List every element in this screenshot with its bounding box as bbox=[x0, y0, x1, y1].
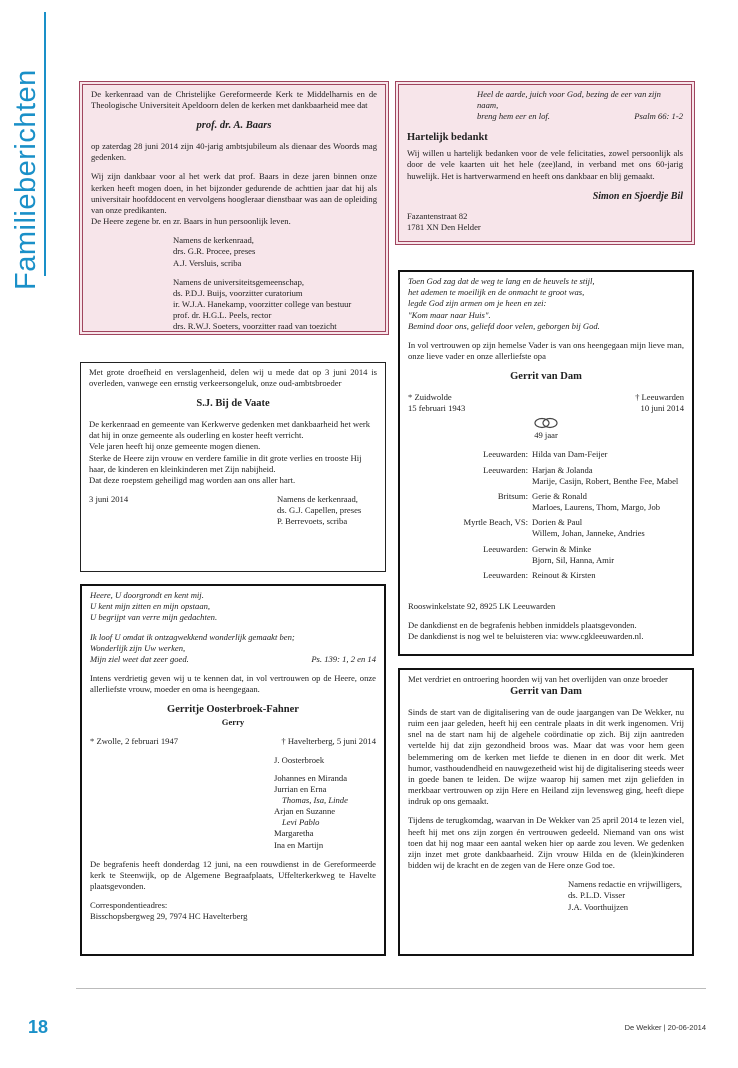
death-info bbox=[635, 392, 684, 414]
sig-line: prof. dr. H.G.L. Peels, rector bbox=[173, 310, 272, 321]
family-names bbox=[532, 449, 684, 460]
vandam2-name: Gerrit van Dam bbox=[510, 686, 582, 698]
family-name-line: Reinout & Kirsten bbox=[532, 569, 596, 580]
sig-line: P. Berrevoets, scriba bbox=[277, 516, 348, 527]
baars-signature-church bbox=[91, 235, 377, 269]
bil-verse bbox=[407, 89, 683, 123]
family-name-line: Gerie & Ronald bbox=[532, 490, 587, 501]
verse-line: Heere, U doorgrondt en kent mij. bbox=[90, 590, 204, 600]
verse-line: legde God zijn armen om je heen en zei: bbox=[408, 298, 547, 309]
bil-body: Wij willen u hartelijk bedanken voor de vele felicitaties, zowel persoonlijk als door de vele kaarten uit het hele (zee)land, in verband met ons 60-jarig huwelijk. Het is hartverwarmend en heeft ons dankbaar en blij gemaakt. bbox=[407, 148, 683, 181]
bdv-date: 3 juni 2014 bbox=[89, 494, 129, 505]
family-place: Britsum: bbox=[497, 490, 528, 501]
oosterbroek-family bbox=[90, 755, 376, 850]
bdv-body-line: De kerkenraad en gemeente van Kerkwerve gedenken met dankbaarheid het werk dat hij in onze gemeente als ouderling en koster heeft verricht. bbox=[89, 418, 371, 441]
verse-line: U begrijpt van verre mijn gedachten. bbox=[90, 612, 218, 623]
family-names bbox=[532, 465, 684, 487]
family-member: Jurrian en Erna bbox=[274, 783, 327, 794]
verse-line: Bemind door ons, geliefd door velen, geborgen bij God. bbox=[408, 320, 600, 331]
verse-reference: Ps. 139: 1, 2 en 14 bbox=[311, 653, 376, 664]
announcement-oosterbroek bbox=[80, 584, 386, 956]
family-member: J. Oosterbroek bbox=[274, 755, 325, 766]
sig-line: A.J. Versluis, scriba bbox=[173, 257, 242, 268]
family-member: Ina en Martijn bbox=[274, 839, 324, 850]
bil-heading: Hartelijk bedankt bbox=[407, 131, 488, 143]
marriage-duration: 49 jaar bbox=[534, 430, 558, 441]
oosterbroek-dates bbox=[90, 736, 376, 747]
death-place: † Leeuwarden bbox=[635, 391, 684, 402]
verse-line: Mijn ziel weet dat zeer goed. bbox=[90, 653, 189, 664]
correspondence-label: Correspondentieadres: bbox=[90, 900, 168, 911]
bdv-signature bbox=[277, 494, 377, 528]
baars-intro: De kerkenraad van de Christelijke Gereformeerde Kerk te Middelharnis en de Theologische Universiteit Apeldoorn delen de kerken met dankbaarheid mee dat bbox=[91, 89, 377, 111]
verse-line: Ik loof U omdat ik ontzagwekkend wonderlijk gemaakt ben; bbox=[90, 631, 295, 642]
family-names bbox=[532, 570, 684, 581]
vandam-service-1: De dankdienst en de begrafenis hebben inmiddels plaatsgevonden. bbox=[408, 620, 637, 631]
page-number: 18 bbox=[28, 1017, 49, 1037]
birth-date: 15 februari 1943 bbox=[408, 403, 466, 414]
family-name-line: Willem, Johan, Janneke, Andries bbox=[532, 528, 645, 539]
death-date: 10 juni 2014 bbox=[640, 403, 684, 414]
verse-reference: Psalm 66: 1-2 bbox=[634, 111, 683, 122]
family-member: Margaretha bbox=[274, 828, 314, 839]
verse-line: breng hem eer en lof. bbox=[477, 111, 550, 122]
bdv-body-line: Dat deze roepstem geheiligd mag worden aan ons aller hart. bbox=[89, 474, 296, 485]
birth-info: * Zwolle, 2 februari 1947 bbox=[90, 736, 179, 747]
family-place: Leeuwarden: bbox=[483, 569, 528, 580]
sig-line: Namens redactie en vrijwilligers, bbox=[568, 879, 683, 890]
family-name-line: Bjorn, Sil, Hanna, Amir bbox=[532, 554, 615, 565]
bdv-name: S.J. Bij de Vaate bbox=[196, 398, 270, 410]
vandam2-p2: Tijdens de terugkomdag, waarvan in De Wekker van 25 april 2014 te lezen viel, heeft hij met ons zijn zorgen én vertrouwen gedeeld. Niemand van ons wist toen dat hij nog maar een aantal weken hier op aarde zou leven. We gedenken zijn inzet met grote dankbaarheid. Zijn vrouw Hilda en de (klein)kinderen bidden wij de kracht en de zegen van de Here onze God toe. bbox=[408, 815, 684, 871]
sig-line: drs. G.R. Procee, preses bbox=[173, 246, 256, 257]
baars-name: prof. dr. A. Baars bbox=[196, 120, 272, 132]
sig-line: ir. W.J.A. Hanekamp, voorzitter college van bestuur bbox=[173, 299, 352, 310]
vandam2-signature bbox=[408, 879, 684, 913]
vandam-dates bbox=[408, 392, 684, 414]
sig-line: drs. R.W.J. Soeters, voorzitter raad van toezicht bbox=[173, 321, 337, 332]
family-names bbox=[532, 517, 684, 539]
baars-p3: De Heere zegene br. en zr. Baars in hun persoonlijk leven. bbox=[91, 216, 291, 227]
baars-p2: Wij zijn dankbaar voor al het werk dat prof. Baars in deze jaren binnen onze kerken heeft mogen doen, in het bijzonder gedurende de achttien jaar dat hij als universitair hoofddocent en vervolgens hoogleraar dienstbaar was aan de opleiding van onze predikanten. bbox=[91, 171, 377, 215]
family-member: Thomas, Isa, Linde bbox=[282, 794, 348, 805]
vandam-service-2: De dankdienst is nog wel te beluisteren via: www.cgkleeuwarden.nl. bbox=[408, 631, 644, 642]
birth-info bbox=[408, 392, 465, 414]
verse-line: "Kom maar naar Huis". bbox=[408, 309, 491, 320]
family-place: Myrtle Beach, VS: bbox=[463, 517, 528, 528]
family-place: Leeuwarden: bbox=[483, 449, 528, 460]
verse-line: het ademen te moeilijk en de onmacht te groot was, bbox=[408, 287, 585, 298]
announcement-van-dam bbox=[398, 270, 694, 656]
family-name-line: Hilda van Dam-Feijer bbox=[532, 449, 608, 460]
baars-p1: op zaterdag 28 juni 2014 zijn 40-jarig ambtsjubileum als dienaar des Woords mag gedenken. bbox=[91, 140, 377, 163]
vandam-intro: In vol vertrouwen op zijn hemelse Vader is van ons heengegaan mijn lieve man, onze lieve vader en onze allerliefste opa bbox=[408, 339, 684, 362]
verse-line: Wonderlijk zijn Uw werken, bbox=[90, 642, 186, 653]
vandam2-intro: Met verdriet en ontroering hoorden wij van het overlijden van onze broeder bbox=[408, 674, 668, 684]
family-names bbox=[532, 491, 684, 513]
oosterbroek-name: Gerritje Oosterbroek-Fahner bbox=[167, 704, 299, 716]
verse-line: Toen God zag dat de weg te lang en de heuvels te stijl, bbox=[408, 276, 595, 286]
baars-signature-university bbox=[91, 277, 377, 332]
announcement-baars bbox=[82, 84, 386, 332]
section-title-container bbox=[6, 10, 46, 290]
family-member: Arjan en Suzanne bbox=[274, 806, 336, 817]
family-place: Leeuwarden: bbox=[483, 543, 528, 554]
oosterbroek-nickname: Gerry bbox=[221, 717, 245, 728]
bdv-footer bbox=[89, 494, 377, 528]
verse-line: U kent mijn zitten en mijn opstaan, bbox=[90, 601, 211, 612]
sig-line: ds. P.L.D. Visser bbox=[568, 890, 626, 901]
family-names bbox=[532, 544, 684, 566]
footer-rule bbox=[76, 988, 706, 989]
family-name-line: Marije, Casijn, Robert, Benthe Fee, Mabel bbox=[532, 475, 679, 486]
birth-place: * Zuidwolde bbox=[408, 391, 452, 402]
verse-line: Heel de aarde, juich voor God, bezing de eer van zijn naam, bbox=[477, 89, 661, 111]
correspondence-address: Bisschopsbergweg 29, 7974 HC Havelterberg bbox=[90, 911, 248, 922]
death-info: † Havelterberg, 5 juni 2014 bbox=[281, 736, 376, 747]
section-title-rule bbox=[44, 12, 46, 276]
sig-line: Namens de kerkenraad, bbox=[173, 235, 254, 246]
vandam-family bbox=[408, 449, 684, 585]
bdv-intro: Met grote droefheid en verslagenheid, delen wij u mede dat op 3 juni 2014 is overleden, vanwege een ernstig verkeersongeluk, onze oud-ambtsbroeder bbox=[89, 367, 377, 389]
vandam-name: Gerrit van Dam bbox=[510, 371, 582, 383]
announcement-van-dam-editorial bbox=[398, 668, 694, 956]
bil-address-city: 1781 XN Den Helder bbox=[407, 221, 481, 232]
wedding-rings-icon bbox=[532, 416, 560, 430]
family-place: Leeuwarden: bbox=[483, 464, 528, 475]
vandam2-p1: Sinds de start van de digitalisering van de oude jaargangen van De Wekker, nu ruim een jaar geleden, heeft hij een centrale plaats in dit werk ingenomen. Vrij snel na de start nam hij de algehele coördinatie op zich. Bij zijn aantreden vertelde hij dat zijn gezondheid broos was. Maar dat was voor hem geen belemmering om de kerken met liefde te dienen in en door dit werk. Met humor, vasthoudendheid en nauwgezetheid wist hij de digitalisering steeds weer in goede banen te leiden. De wijze waarop hij samen met zijn geliefden in merkbaar vertrouwen op zijn Here en Heiland zijn levensweg ging, heeft diepe indruk op ons gemaakt. bbox=[408, 706, 685, 807]
sig-line: Namens de kerkenraad, bbox=[277, 494, 358, 505]
sig-line: J.A. Voorthuijzen bbox=[568, 901, 629, 912]
publication-info: De Wekker | 20-06-2014 bbox=[624, 1023, 706, 1032]
sig-line: Namens de universiteitsgemeenschap, bbox=[173, 276, 305, 287]
bil-names: Simon en Sjoerdje Bil bbox=[592, 190, 683, 202]
vandam-address: Rooswinkelstate 92, 8925 LK Leeuwarden bbox=[408, 601, 556, 612]
announcement-bil bbox=[398, 84, 692, 242]
family-member: Johannes en Miranda bbox=[274, 772, 348, 783]
announcement-bij-de-vaate bbox=[80, 362, 386, 572]
sig-line: ds. P.D.J. Buijs, voorzitter curatorium bbox=[173, 287, 303, 298]
bdv-body-line: Sterke de Heere zijn vrouw en verdere familie in dit grote verlies en trooste Hij haar, de kinderen en kleinkinderen met Zijn nabijheid. bbox=[89, 452, 362, 474]
oosterbroek-intro: Intens verdrietig geven wij u te kennen dat, in vol vertrouwen op de Heere, onze allerliefste vrouw, moeder en oma is heengegaan. bbox=[90, 673, 376, 695]
family-name-line: Gerwin & Minke bbox=[532, 543, 592, 554]
family-name-line: Harjan & Jolanda bbox=[532, 464, 593, 475]
family-name-line: Marloes, Laurens, Thom, Margo, Job bbox=[532, 502, 661, 513]
family-member: Levi Pablo bbox=[282, 817, 320, 828]
bdv-body-line: Vele jaren heeft hij onze gemeente mogen dienen. bbox=[89, 441, 261, 452]
sig-line: ds. G.J. Capellen, preses bbox=[277, 505, 362, 516]
bil-address-street: Fazantenstraat 82 bbox=[407, 210, 468, 221]
oosterbroek-burial: De begrafenis heeft donderdag 12 juni, na een rouwdienst in de Gereformeerde kerk te Steenwijk, op de Algemene Begraafplaats, Uffelterkerkweg te Havelte plaatsgevonden. bbox=[90, 858, 376, 892]
section-title: Familieberichten bbox=[10, 69, 42, 290]
family-name-line: Dorien & Paul bbox=[532, 517, 583, 528]
